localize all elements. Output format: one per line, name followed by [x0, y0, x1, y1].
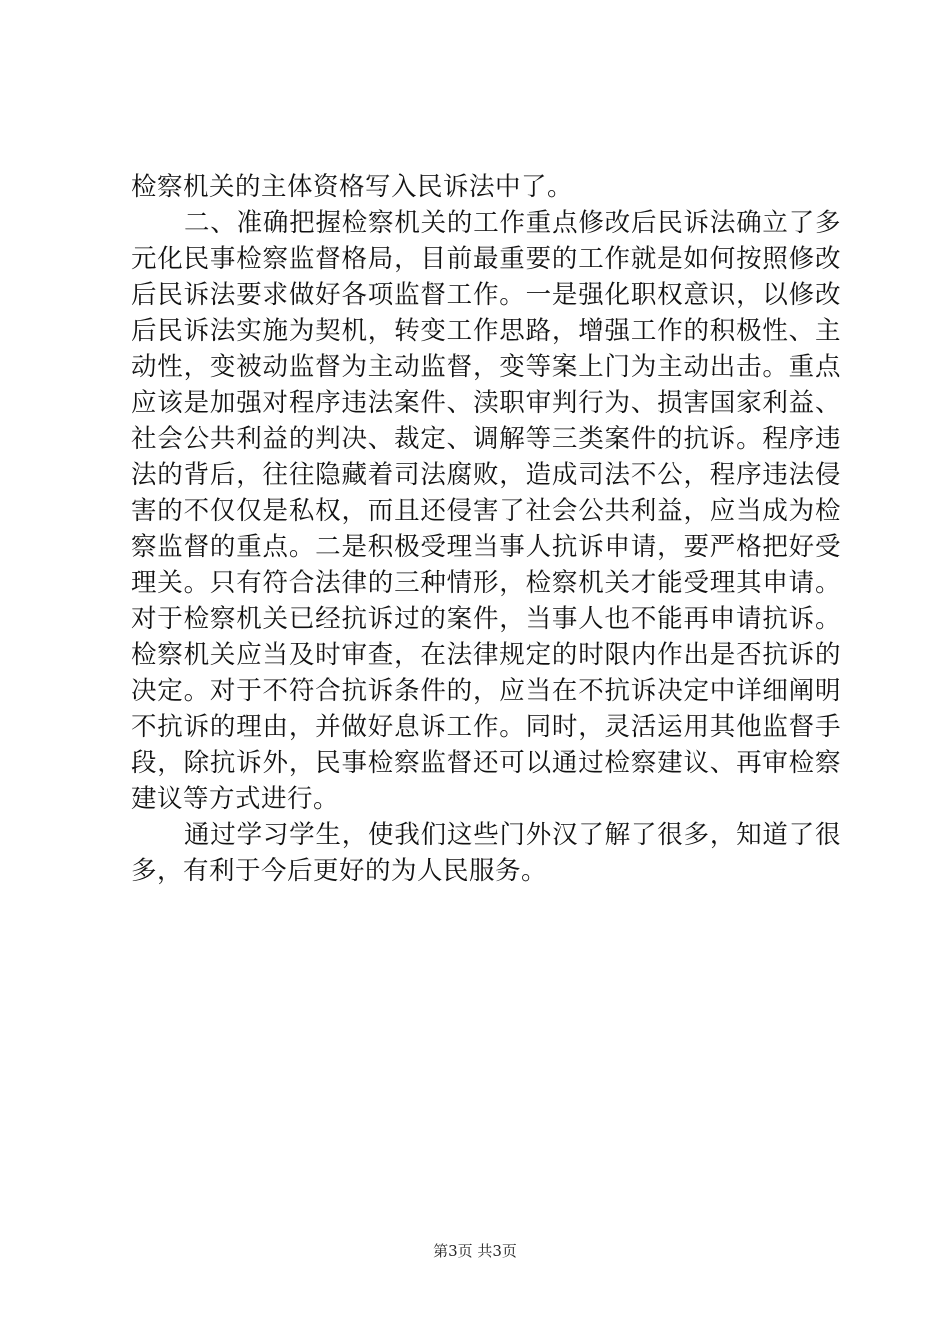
paragraph-line: 决定。对于不符合抗诉条件的，应当在不抗诉决定中详细阐明: [131, 676, 841, 706]
paragraph-line: 段，除抗诉外，民事检察监督还可以通过检察建议、再审检察: [131, 748, 841, 778]
paragraph-line: 对于检察机关已经抗诉过的案件，当事人也不能再申请抗诉。: [131, 604, 841, 634]
paragraph-line: 后民诉法要求做好各项监督工作。一是强化职权意识，以修改: [131, 280, 841, 310]
paragraph-line: 后民诉法实施为契机，转变工作思路，增强工作的积极性、主: [131, 316, 841, 346]
paragraph-line: 元化民事检察监督格局，目前最重要的工作就是如何按照修改: [131, 244, 841, 274]
paragraph-line: 通过学习学生，使我们这些门外汉了解了很多，知道了很: [184, 820, 841, 850]
paragraph-line: 不抗诉的理由，并做好息诉工作。同时，灵活运用其他监督手: [131, 712, 841, 742]
paragraph-line: 检察机关的主体资格写入民诉法中了。: [131, 172, 574, 202]
paragraph-line: 应该是加强对程序违法案件、渎职审判行为、损害国家利益、: [131, 388, 841, 418]
paragraph-line: 察监督的重点。二是积极受理当事人抗诉申请，要严格把好受: [131, 532, 841, 562]
page-footer: 第3页 共3页: [433, 1242, 517, 1260]
paragraph-line: 害的不仅仅是私权，而且还侵害了社会公共利益，应当成为检: [131, 496, 841, 526]
paragraph-line: 建议等方式进行。: [131, 784, 340, 814]
paragraph-line: 检察机关应当及时审查，在法律规定的时限内作出是否抗诉的: [131, 640, 841, 670]
paragraph-line: 社会公共利益的判决、裁定、调解等三类案件的抗诉。程序违: [131, 424, 841, 454]
paragraph-line: 理关。只有符合法律的三种情形，检察机关才能受理其申请。: [131, 568, 841, 598]
paragraph-line: 二、准确把握检察机关的工作重点修改后民诉法确立了多: [184, 208, 841, 238]
paragraph-line: 法的背后，往往隐藏着司法腐败，造成司法不公，程序违法侵: [131, 460, 841, 490]
paragraph-line: 动性，变被动监督为主动监督，变等案上门为主动出击。重点: [131, 352, 841, 382]
paragraph-line: 多，有利于今后更好的为人民服务。: [131, 856, 548, 886]
